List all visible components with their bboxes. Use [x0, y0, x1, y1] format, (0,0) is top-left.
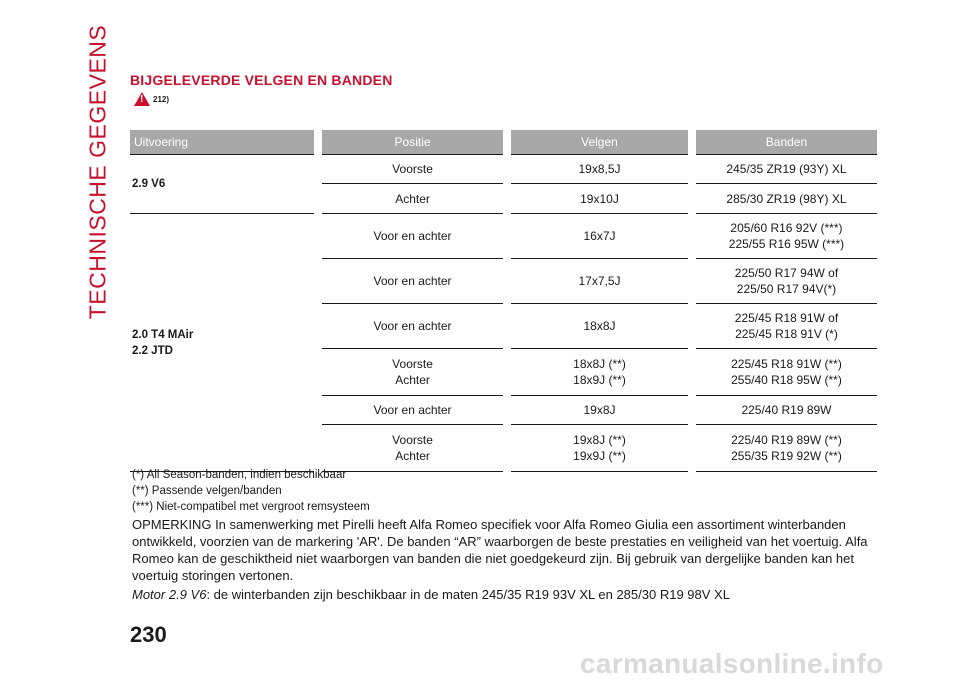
table-row: [130, 155, 877, 184]
rim-line: 16x7J: [583, 229, 616, 243]
tyre-cell: [696, 214, 877, 259]
tyre-line: 225/50 R17 94W of: [734, 266, 839, 280]
tyre-cell: [696, 184, 877, 214]
rim-line: 17x7,5J: [578, 274, 621, 288]
tyre-line: 255/35 R19 92W (**): [731, 449, 842, 463]
position-line: Voorste: [392, 357, 433, 371]
position-cell: [322, 304, 503, 349]
rim-cell: [511, 425, 688, 472]
motor-text: : de winterbanden zijn beschikbaar in de maten 245/35 R19 93V XL en 285/30 R19 98V XL: [206, 587, 730, 602]
position-cell: [322, 396, 503, 425]
warning-reference: [134, 92, 169, 106]
watermark: carmanualsonline.info: [580, 648, 884, 679]
position-line: Voor en achter: [373, 229, 452, 243]
page-number: 230: [130, 622, 167, 647]
tyre-line: 225/50 R17 94V(*): [736, 282, 837, 296]
tyre-line: 255/40 R18 95W (**): [731, 373, 842, 387]
rim-line: 19x10J: [580, 191, 619, 206]
rim-line: 19x8J (**): [573, 433, 626, 447]
note-paragraph: OPMERKING In samenwerking met Pirelli heeft Alfa Romeo specifiek voor Alfa Romeo Giulia een assortiment winterbanden ontwikkeld, voorzien van de markering 'AR'. De banden “AR” waarborgen de beste prestaties en veiligheid van het voertuig. Alfa Romeo kan de geschiktheid niet waarborgen van banden die niet goedgekeurd zijn. Bij gebruik van dergelijke banden kan het voertuig storingen vertonen.: [132, 517, 868, 583]
position-line: Voorste: [392, 433, 433, 447]
position-cell: [322, 425, 503, 472]
table-row: [130, 214, 877, 259]
motor-paragraph: [132, 586, 882, 603]
footnotes: [132, 467, 370, 515]
rim-line: 19x8J: [583, 403, 616, 417]
footnote: (***) Niet-compatibel met vergroot remsysteem: [132, 501, 370, 513]
position-line: Achter: [395, 191, 430, 206]
tyre-cell: [696, 155, 877, 184]
position-cell: [322, 214, 503, 259]
rims-tyres-table: [130, 130, 877, 472]
rim-cell: [511, 349, 688, 396]
position-line: Voor en achter: [373, 403, 452, 417]
variant-name: 2.0 T4 MAir: [132, 328, 194, 341]
warning-ref-number: 212): [153, 94, 170, 104]
variant-name: 2.9 V6: [132, 178, 166, 190]
variant-name: 2.2 JTD: [132, 344, 173, 357]
footnote: (*) All Season-banden, indien beschikbaar: [132, 469, 347, 481]
rim-cell: [511, 214, 688, 259]
position-cell: [322, 184, 503, 214]
header-velgen: Velgen: [511, 130, 688, 155]
variant-cell: [130, 214, 314, 472]
tyre-line: 205/60 R16 92V (***): [730, 221, 843, 235]
motor-label: Motor 2.9 V6: [132, 587, 207, 602]
position-line: Achter: [395, 373, 430, 387]
rim-line: 18x8J: [583, 319, 616, 333]
rim-line: 18x8J (**): [573, 357, 626, 371]
tyre-line: 285/30 ZR19 (98Y) XL: [726, 191, 847, 206]
position-line: Voor en achter: [373, 274, 452, 288]
rim-cell: [511, 155, 688, 184]
position-line: Voorste: [392, 162, 433, 176]
section-heading: BIJGELEVERDE VELGEN EN BANDEN: [130, 72, 393, 88]
rim-line: 18x9J (**): [573, 373, 626, 387]
table-header-row: [130, 130, 877, 155]
position-cell: [322, 155, 503, 184]
tyre-line: 225/40 R19 89W (**): [731, 433, 842, 447]
tyre-cell: [696, 349, 877, 396]
rim-cell: [511, 304, 688, 349]
tyre-cell: [696, 259, 877, 304]
tyre-line: 225/45 R18 91W of: [734, 311, 839, 325]
position-cell: [322, 349, 503, 396]
tyre-cell: [696, 396, 877, 425]
tyre-line: 225/45 R18 91V (*): [735, 327, 838, 341]
rim-cell: [511, 184, 688, 214]
position-line: Achter: [395, 449, 430, 463]
footnote: (**) Passende velgen/banden: [132, 485, 282, 497]
tyre-line: 225/45 R18 91W (**): [731, 357, 842, 371]
tyre-cell: [696, 304, 877, 349]
position-line: Voor en achter: [373, 319, 452, 333]
warning-triangle-icon: [134, 92, 150, 106]
rim-line: 19x9J (**): [573, 449, 626, 463]
tyre-line: 225/40 R19 89W: [741, 403, 832, 417]
header-banden: Banden: [696, 130, 877, 155]
tyre-cell: [696, 425, 877, 472]
rim-cell: [511, 396, 688, 425]
rim-cell: [511, 259, 688, 304]
header-positie: Positie: [322, 130, 503, 155]
rim-line: 19x8,5J: [578, 162, 621, 176]
section-side-title-text: TECHNISCHE GEGEVENS: [84, 24, 111, 320]
position-cell: [322, 259, 503, 304]
table-body: [130, 155, 877, 472]
tyre-line: 245/35 ZR19 (93Y) XL: [726, 162, 847, 176]
tyre-line: 225/55 R16 95W (***): [728, 237, 845, 251]
variant-cell: [130, 155, 314, 214]
section-side-title: [78, 24, 118, 320]
header-uitvoering: Uitvoering: [130, 130, 314, 155]
